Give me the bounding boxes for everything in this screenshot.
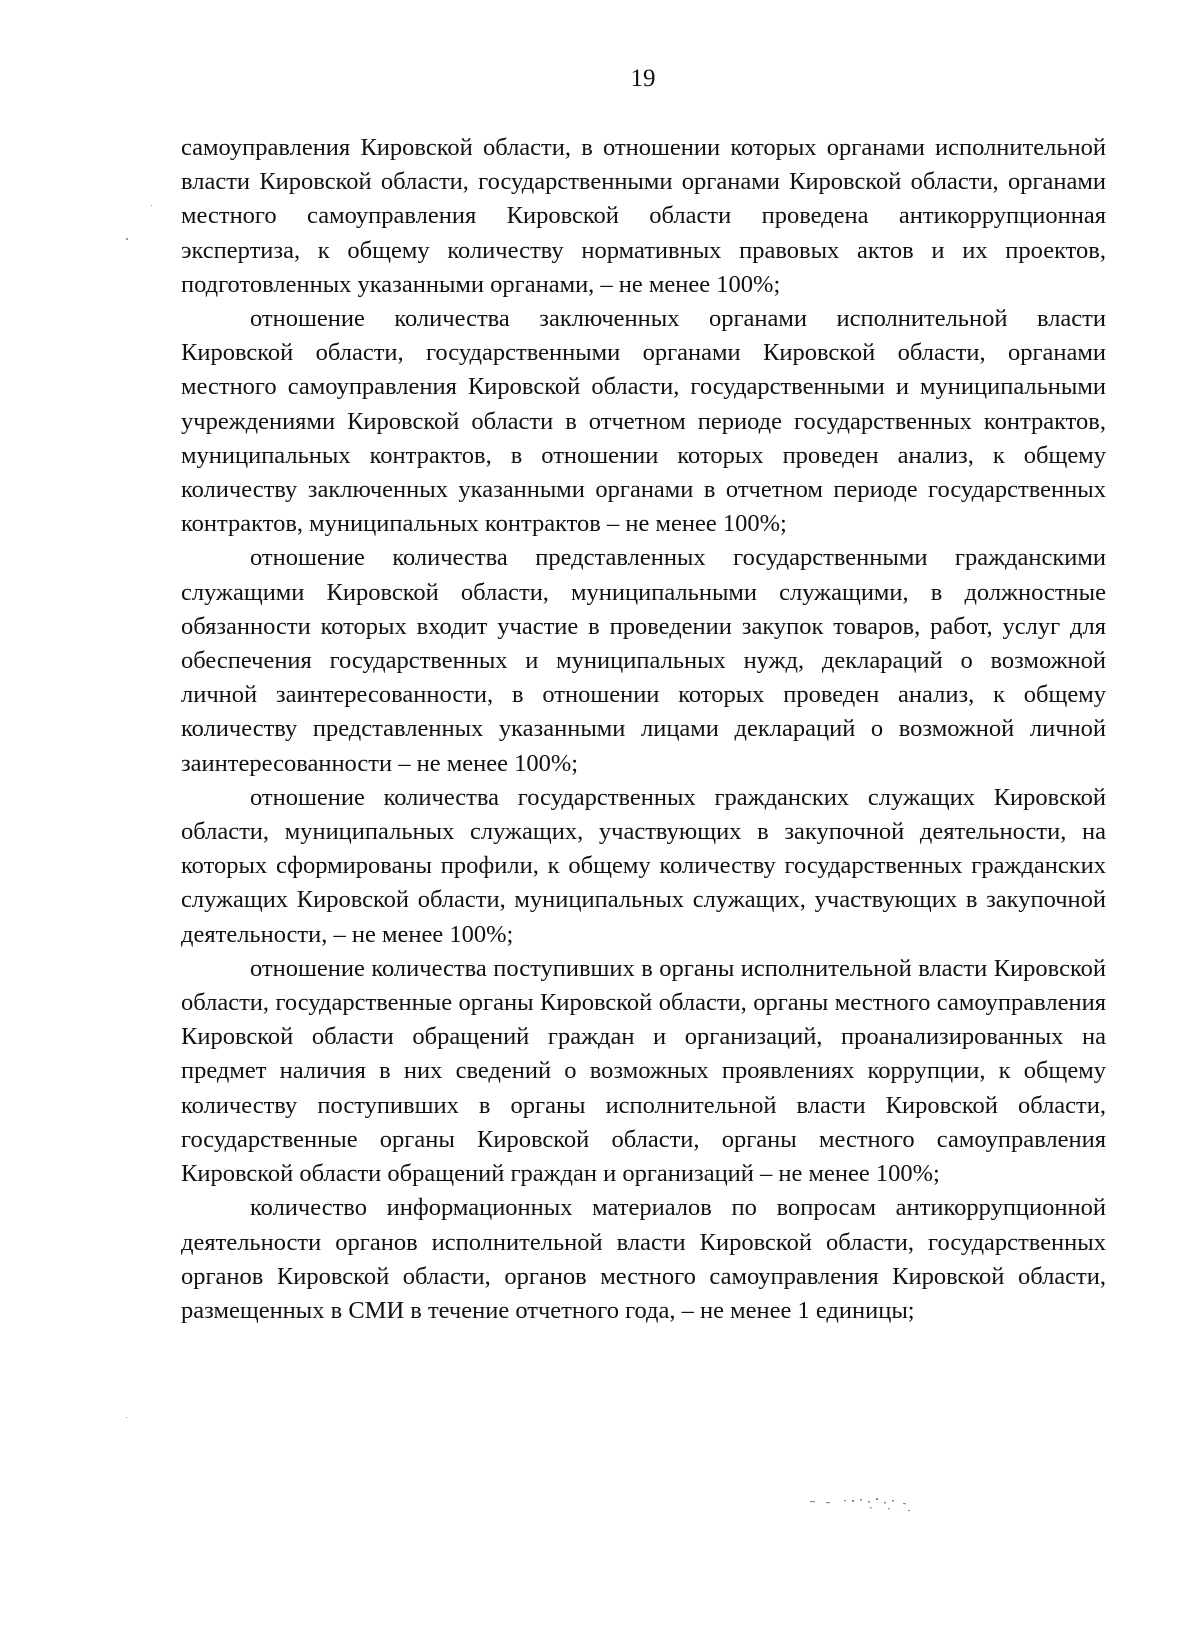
paragraph-citizen-appeals: отношение количества поступивших в органы исполнительной власти Кировской области, государственные органы Кировской области, органы местного самоуправления Кировской области обращений граждан и организаций, проанализированных на предмет наличия в них сведений о возможных проявлениях коррупции, к общему количеству поступивших в органы исполнительной власти Кировской области, государственные органы Кировской области, органы местного самоуправления Кировской области обращений граждан и организаций – не менее 100%;: [181, 954, 1106, 1188]
paragraph-contracts-analysis: отношение количества заключенных органами исполнительной власти Кировской области, государственными органами Кировской области, органами местного самоуправления Кировской области, государственными и муниципальными учреждениями Кировской области в отчетном периоде государственных контрактов, муниципальных контрактов, в отношении которых проведен анализ, к общему количеству заключенных указанными органами в отчетном периоде государственных контрактов, муниципальных контрактов – не менее 100%;: [181, 305, 1106, 538]
document-body: [181, 131, 1106, 1328]
scan-noise-marks: [808, 1497, 928, 1517]
paragraph-declarations-analysis: отношение количества представленных государственными гражданскими служащими Кировской области, муниципальными служащими, в должностные обязанности которых входит участие в проведении закупок товаров, работ, услуг для обеспечения государственных и муниципальных нужд, деклараций о возможной личной заинтересованности, в отношении которых проведен анализ, к общему количеству представленных указанными лицами деклараций о возможной личной заинтересованности – не менее 100%;: [181, 544, 1106, 777]
scan-speck: [126, 238, 128, 240]
scan-speck: [126, 1417, 127, 1418]
scan-speck: [151, 205, 152, 206]
paragraph-media-materials: количество информационных материалов по вопросам антикоррупционной деятельности органов исполнительной власти Кировской области, государственных органов Кировской области, органов местного самоуправления Кировской области, размещенных в СМИ в течение отчетного года, – не менее 1 единицы;: [181, 1194, 1106, 1324]
page-number: 19: [630, 65, 656, 92]
paragraph-procurement-profiles: отношение количества государственных гражданских служащих Кировской области, муниципальных служащих, участвующих в закупочной деятельности, на которых сформированы профили, к общему количеству государственных гражданских служащих Кировской области, муниципальных служащих, участвующих в закупочной деятельности, – не менее 100%;: [181, 783, 1106, 948]
paragraph-continuation: самоуправления Кировской области, в отношении которых органами исполнительной власти Кировской области, государственными органами Кировской области, органами местного самоуправления Кировской области проведена антикоррупционная экспертиза, к общему количеству нормативных правовых актов и их проектов, подготовленных указанными органами, – не менее 100%;: [181, 134, 1106, 298]
